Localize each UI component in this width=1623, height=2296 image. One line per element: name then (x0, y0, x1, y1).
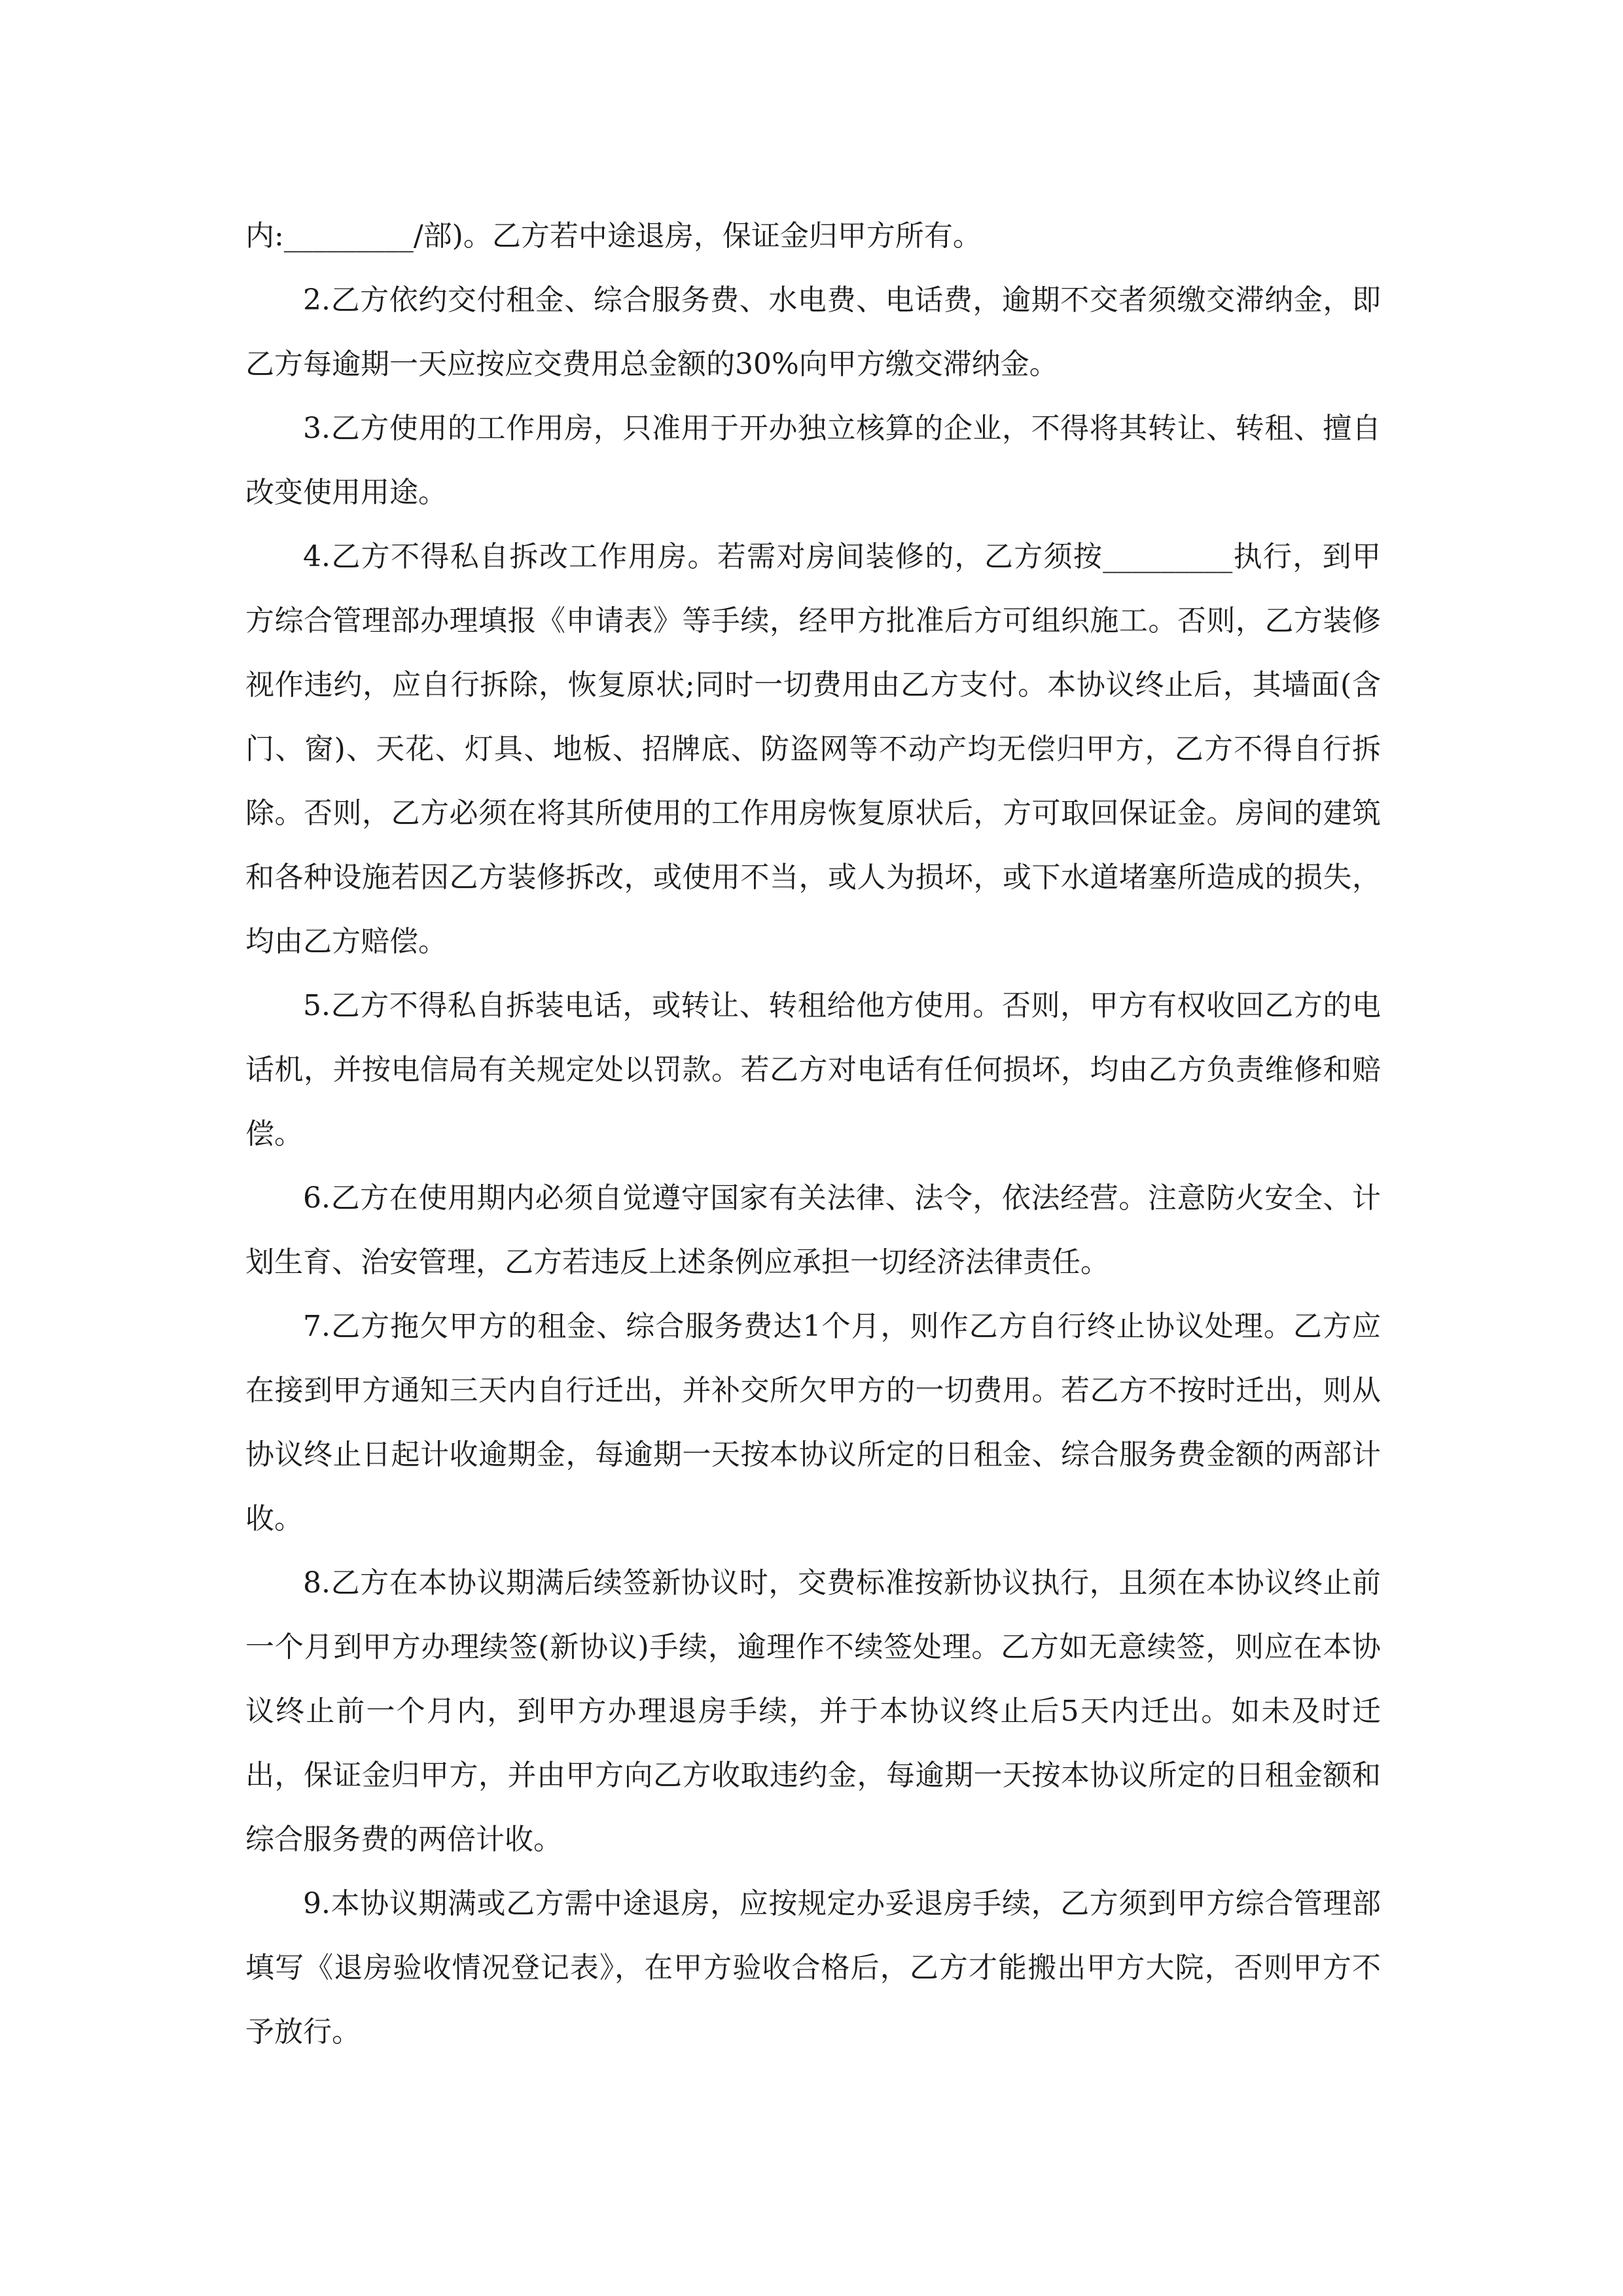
clause-2-paragraph: 2.乙方依约交付租金、综合服务费、水电费、电话费，逾期不交者须缴交滞纳金，即乙方每逾期一天应按应交费用总金额的30%向甲方缴交滞纳金。 (245, 283, 1381, 381)
clause-4-paragraph: 4.乙方不得私自拆改工作用房。若需对房间装修的，乙方须按_________执行，到甲方综合管理部办理填报《申请表》等手续，经甲方批准后方可组织施工。否则，乙方装修视作违约，应自行拆除，恢复原状;同时一切费用由乙方支付。本协议终止后，其墙面(含门、窗)、天花、灯具、地板、招牌底、防盗网等不动产均无偿归甲方，乙方不得自行拆除。否则，乙方必须在将其所使用的工作用房恢复原状后，方可取回保证金。房间的建筑和各种设施若因乙方装修拆改，或使用不当，或人为损坏，或下水道堵塞所造成的损失，均由乙方赔偿。 (245, 540, 1381, 958)
clause-5-paragraph: 5.乙方不得私自拆装电话，或转让、转租给他方使用。否则，甲方有权收回乙方的电话机，并按电信局有关规定处以罚款。若乙方对电话有任何损坏，均由乙方负责维修和赔偿。 (245, 989, 1381, 1151)
clause-8-paragraph: 8.乙方在本协议期满后续签新协议时，交费标准按新协议执行，且须在本协议终止前一个月到甲方办理续签(新协议)手续，逾理作不续签处理。乙方如无意续签，则应在本协议终止前一个月内，到甲方办理退房手续，并于本协议终止后5天内迁出。如未及时迁出，保证金归甲方，并由甲方向乙方收取违约金，每逾期一天按本协议所定的日租金额和综合服务费的两倍计收。 (245, 1566, 1381, 1856)
clause-7-paragraph: 7.乙方拖欠甲方的租金、综合服务费达1个月，则作乙方自行终止协议处理。乙方应在接到甲方通知三天内自行迁出，并补交所欠甲方的一切费用。若乙方不按时迁出，则从协议终止日起计收逾期金，每逾期一天按本协议所定的日租金、综合服务费金额的两部计收。 (245, 1310, 1381, 1535)
document-body (245, 204, 1381, 2064)
paragraph-continuation: 内:_________/部)。乙方若中途退房，保证金归甲方所有。 (245, 219, 982, 253)
clause-9-paragraph: 9.本协议期满或乙方需中途退房，应按规定办妥退房手续，乙方须到甲方综合管理部填写《退房验收情况登记表》，在甲方验收合格后，乙方才能搬出甲方大院，否则甲方不予放行。 (245, 1887, 1381, 2049)
clause-3-paragraph: 3.乙方使用的工作用房，只准用于开办独立核算的企业，不得将其转让、转租、擅自改变使用用途。 (245, 412, 1381, 509)
clause-6-paragraph: 6.乙方在使用期内必须自觉遵守国家有关法律、法令，依法经营。注意防火安全、计划生育、治安管理，乙方若违反上述条例应承担一切经济法律责任。 (245, 1181, 1381, 1279)
